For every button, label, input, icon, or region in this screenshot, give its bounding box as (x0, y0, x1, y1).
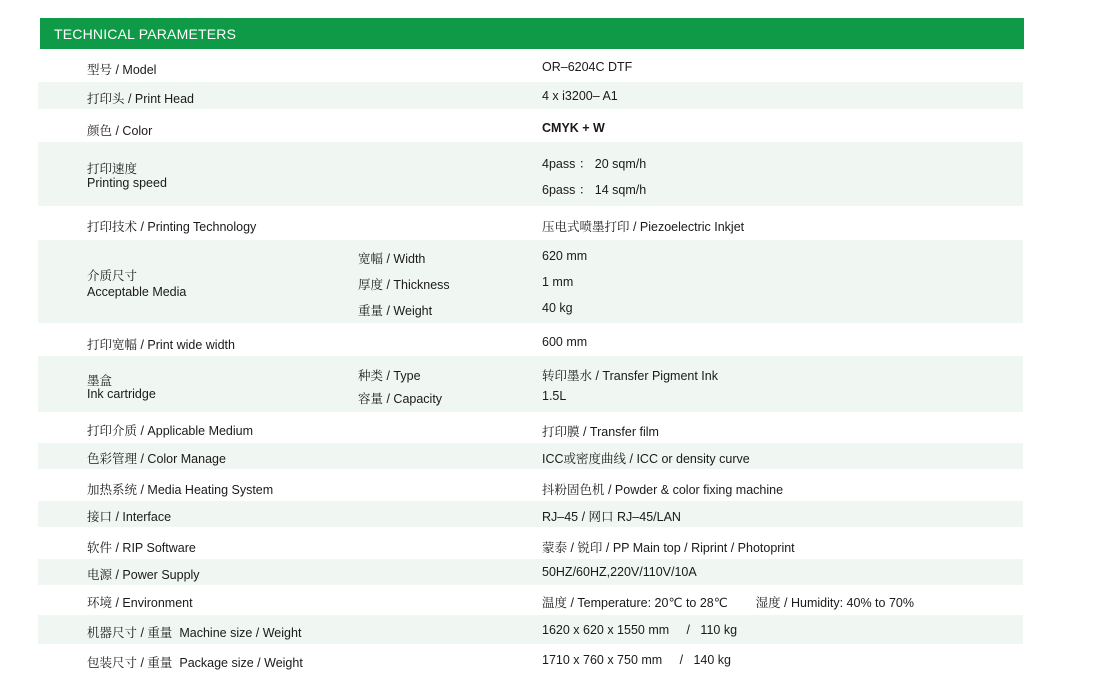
spec-row-printing-speed (38, 142, 1023, 206)
spec-label: 型号 / Model (87, 63, 157, 77)
spec-label: 接口 / Interface (87, 510, 172, 524)
spec-value: 压电式喷墨打印 / Piezoelectric Inkjet (542, 220, 745, 234)
spec-label: 打印头 / Print Head (87, 92, 194, 106)
spec-label-cn: 介质尺寸 (87, 269, 138, 283)
spec-row-machine-size (38, 615, 1023, 644)
spec-value: 1 mm (542, 275, 574, 289)
spec-row-print-head (38, 82, 1023, 109)
section-header (40, 18, 1024, 49)
spec-sublabel: 重量 / Weight (358, 304, 433, 318)
spec-value: 620 mm (542, 249, 588, 263)
spec-label: 环境 / Environment (87, 596, 193, 610)
spec-row-heating-system (38, 472, 1023, 500)
spec-label: 打印技术 / Printing Technology (87, 220, 257, 234)
spec-row-printing-technology (38, 208, 1023, 238)
spec-value: RJ–45 / 网口 RJ–45/LAN (542, 510, 681, 524)
spec-value: 蒙泰 / 锐印 / PP Main top / Riprint / Photoprint (542, 541, 795, 555)
spec-row-acceptable-media (38, 240, 1023, 323)
spec-label: 打印介质 / Applicable Medium (87, 424, 254, 438)
spec-value: 50HZ/60HZ,220V/110V/10A (542, 565, 697, 579)
spec-value: 40 kg (542, 301, 573, 315)
spec-row-software (38, 530, 1023, 558)
spec-label: 色彩管理 / Color Manage (87, 452, 226, 466)
spec-label: 加热系统 / Media Heating System (87, 483, 274, 497)
spec-value: 600 mm (542, 335, 588, 349)
spec-sublabel: 容量 / Capacity (358, 392, 443, 406)
spec-row-print-wide-width (38, 326, 1023, 354)
spec-label-cn: 墨盒 (87, 374, 113, 388)
spec-value: 4 x i3200– A1 (542, 89, 618, 103)
spec-row-package-size (38, 646, 1023, 674)
spec-value: 1620 x 620 x 1550 mm / 110 kg (542, 623, 738, 637)
spec-value: 1710 x 760 x 750 mm / 140 kg (542, 653, 731, 667)
section-title: TECHNICAL PARAMETERS (54, 26, 237, 42)
spec-row-interface (38, 501, 1023, 527)
spec-value: 抖粉固色机 / Powder & color fixing machine (542, 483, 784, 497)
spec-label-en: Printing speed (87, 176, 167, 190)
spec-label-en: Ink cartridge (87, 387, 156, 401)
spec-label: 打印宽幅 / Print wide width (87, 338, 235, 352)
spec-label-cn: 打印速度 (87, 162, 138, 176)
spec-row-color-manage (38, 443, 1023, 469)
spec-row-applicable-medium (38, 414, 1023, 441)
spec-value: OR–6204C DTF (542, 60, 633, 74)
spec-row-color (38, 112, 1023, 140)
spec-row-power-supply (38, 559, 1023, 585)
spec-value: 4pass ： 20 sqm/h (542, 157, 647, 171)
spec-label: 电源 / Power Supply (87, 568, 200, 582)
spec-label-en: Acceptable Media (87, 285, 187, 299)
spec-value: 转印墨水 / Transfer Pigment Ink (542, 369, 718, 383)
spec-value: 打印膜 / Transfer film (542, 425, 659, 439)
spec-value: CMYK + W (542, 121, 605, 135)
spec-value: 6pass ： 14 sqm/h (542, 183, 647, 197)
spec-value: 温度 / Temperature: 20℃ to 28℃ 湿度 / Humidity: 40% to 70% (542, 596, 914, 610)
spec-row-environment (38, 587, 1023, 613)
spec-sublabel: 种类 / Type (358, 369, 421, 383)
spec-sublabel: 宽幅 / Width (358, 252, 426, 266)
spec-value: 1.5L (542, 389, 567, 403)
spec-label: 包装尺寸 / 重量 Package size / Weight (87, 656, 303, 670)
spec-label: 软件 / RIP Software (87, 541, 196, 555)
spec-label: 机器尺寸 / 重量 Machine size / Weight (87, 626, 302, 640)
spec-row-model (38, 54, 1023, 80)
spec-sublabel: 厚度 / Thickness (358, 278, 450, 292)
spec-value: ICC或密度曲线 / ICC or density curve (542, 452, 750, 466)
spec-row-ink-cartridge (38, 356, 1023, 412)
spec-label: 颜色 / Color (87, 124, 153, 138)
